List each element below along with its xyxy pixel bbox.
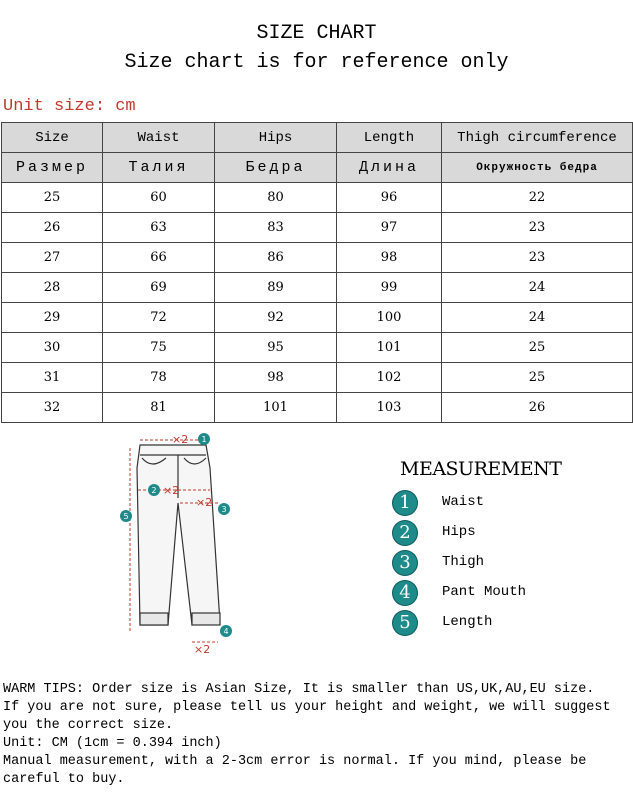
table-cell: 89 [215,273,337,303]
table-cell: 23 [442,213,633,243]
number-1-icon: 1 [393,491,417,515]
diagram-number-1: 1 [201,435,207,444]
table-cell: 97 [337,213,442,243]
table-cell: 26 [2,213,103,243]
diagram-number-5: 5 [123,512,129,521]
table-cell: 26 [442,393,633,423]
table-cell: 86 [215,243,337,273]
tip-line: If you are not sure, please tell us your height and weight, we will suggest you the correct size. [3,700,611,733]
table-cell: 31 [2,363,103,393]
table-cell: 83 [215,213,337,243]
diagram-number-2: 2 [151,486,157,495]
warm-tips [3,681,623,789]
header-thigh: Thigh circumference [442,123,633,153]
table-cell: 99 [337,273,442,303]
table-cell: 32 [2,393,103,423]
table-header-ru [2,153,633,183]
table-row [2,243,633,273]
table-cell: 22 [442,183,633,213]
header-ru-length: Длина [337,153,442,183]
header-ru-thigh: Окружность бедра [442,153,633,183]
table-cell: 25 [2,183,103,213]
thigh-mark: ×2 [196,496,213,509]
size-table [1,122,633,423]
measurement-label: Hips [442,524,476,540]
table-row [2,183,633,213]
table-cell: 63 [103,213,215,243]
table-cell: 102 [337,363,442,393]
table-cell: 25 [442,363,633,393]
table-cell: 95 [215,333,337,363]
table-row [2,213,633,243]
measurement-title: MEASUREMENT [400,458,562,480]
table-cell: 72 [103,303,215,333]
table-cell: 25 [442,333,633,363]
page-title: SIZE CHART [256,22,377,45]
diagram-number-3: 3 [221,505,227,514]
table-header-en [2,123,633,153]
number-5-icon: 5 [393,611,417,635]
diagram-number-4: 4 [223,627,229,636]
header-waist: Waist [103,123,215,153]
unit-label: Unit size: cm [3,97,136,116]
page-subtitle: Size chart is for reference only [124,51,509,74]
table-cell: 60 [103,183,215,213]
table-cell: 24 [442,303,633,333]
measurement-label: Length [442,614,493,630]
table-cell: 24 [442,273,633,303]
table-row [2,303,633,333]
table-cell: 30 [2,333,103,363]
header-hips: Hips [215,123,337,153]
number-4-icon: 4 [393,581,417,605]
pants-diagram [110,428,250,658]
table-cell: 29 [2,303,103,333]
table-cell: 101 [215,393,337,423]
header-size: Size [2,123,103,153]
tip-line: Unit: CM (1cm = 0.394 inch) [3,736,222,751]
table-cell: 101 [337,333,442,363]
table-row [2,393,633,423]
table-cell: 96 [337,183,442,213]
table-cell: 23 [442,243,633,273]
number-3-icon: 3 [393,551,417,575]
table-cell: 69 [103,273,215,303]
table-cell: 78 [103,363,215,393]
header-ru-waist: Талия [103,153,215,183]
header-ru-hips: Бедра [215,153,337,183]
table-cell: 80 [215,183,337,213]
measurement-label: Thigh [442,554,485,570]
hips-mark: ×2 [163,484,180,497]
measurement-label: Pant Mouth [442,584,527,600]
pant-mouth-mark: ×2 [194,643,211,656]
table-cell: 27 [2,243,103,273]
table-row [2,273,633,303]
table-cell: 66 [103,243,215,273]
table-cell: 92 [215,303,337,333]
header-ru-size: Размер [2,153,103,183]
table-cell: 103 [337,393,442,423]
tip-line: WARM TIPS: Order size is Asian Size, It is smaller than US,UK,AU,EU size. [3,682,595,697]
table-cell: 100 [337,303,442,333]
number-2-icon: 2 [393,521,417,545]
waist-mark: ×2 [172,433,189,446]
table-row [2,333,633,363]
table-row [2,363,633,393]
measurement-label: Waist [442,494,485,510]
table-cell: 28 [2,273,103,303]
table-cell: 75 [103,333,215,363]
tip-line: Manual measurement, with a 2-3cm error is normal. If you mind, please be careful to buy. [3,754,587,787]
header-length: Length [337,123,442,153]
table-cell: 98 [337,243,442,273]
table-cell: 98 [215,363,337,393]
table-cell: 81 [103,393,215,423]
